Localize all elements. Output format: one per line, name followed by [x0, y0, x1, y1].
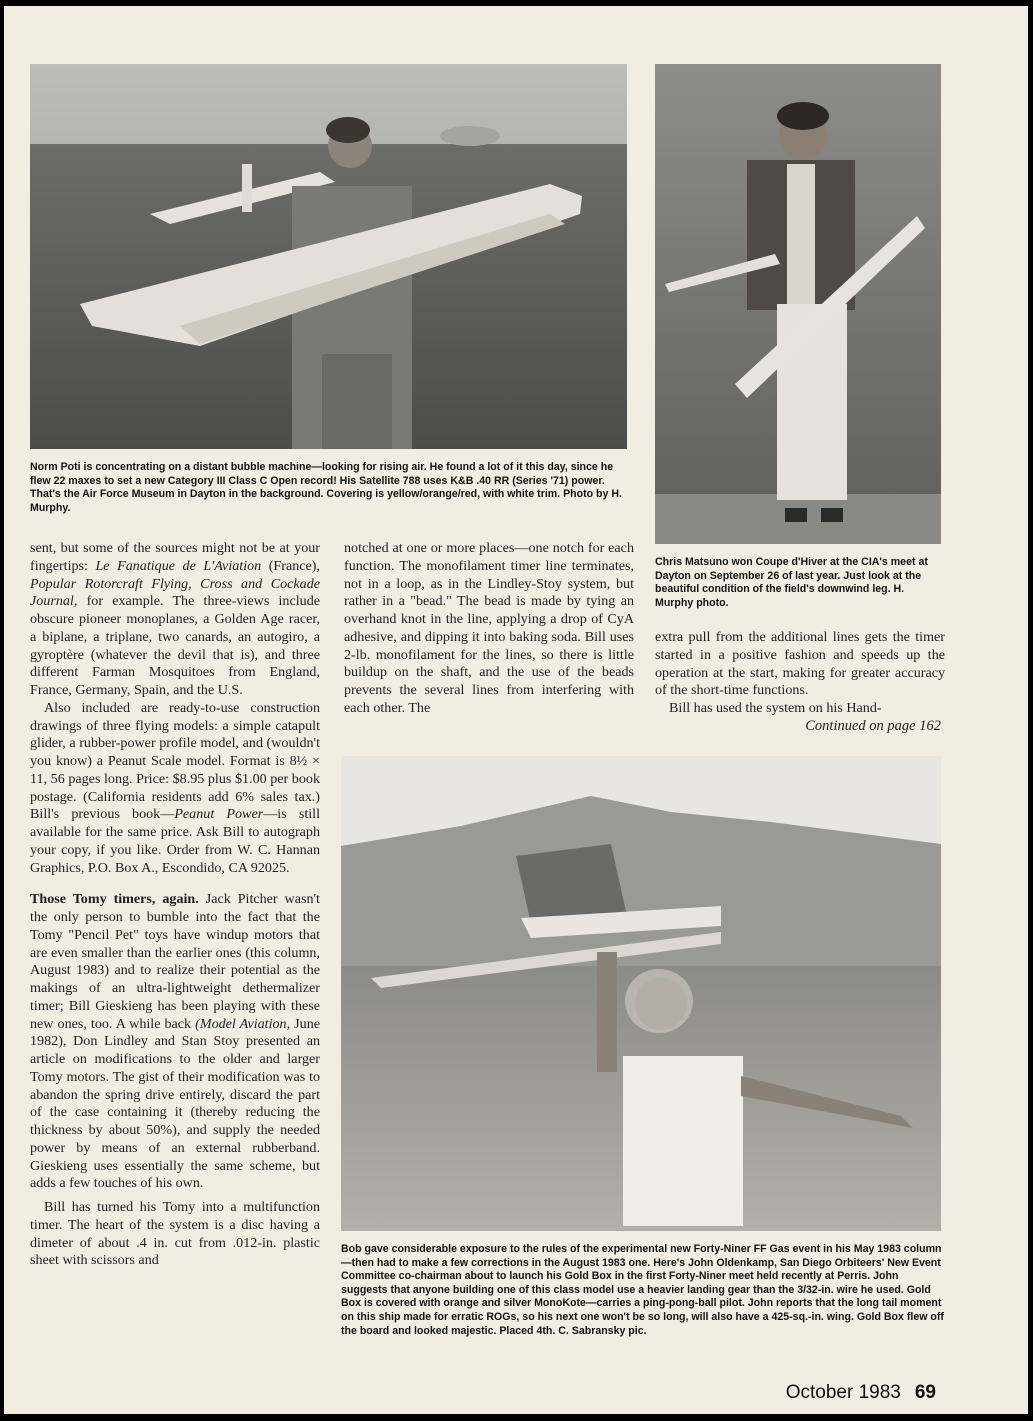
- page-number: 69: [914, 1382, 936, 1403]
- text-column-2: [344, 540, 634, 718]
- paragraph-extra-pull: extra pull from the additional lines gets the timer started in a positive fashion and speeds up the operation at the start, making for greater accuracy of the short-time functions.: [655, 629, 945, 699]
- caption-john-oldenkamp: Bob gave considerable exposure to the rules of the experimental new Forty-Niner FF Gas event in his May 1983 column—then had to make a few corrections in the August 1983 one. Here's John Oldenkamp, San Diego Orbiteers' New Event Committee co-chairman about to launch his Gold Box in the first Forty-Niner meet held recently at Perris. John suggests that anyone building one of this class model use a heavier landing gear than the 3/32-in. wire he used. Gold Box is covered with orange and silver MonoKote—carries a ping-pong-ball pilot. John reports that the long tail moment on this ship made for erratic ROGs, so his next one won't be so long, will also have a 425-sq.-in. wing. Gold Box flew off the board and looked majestic. Placed 4th. C. Sabransky pic.: [341, 1243, 944, 1337]
- caption-norm-poti: Norm Poti is concentrating on a distant bubble machine—looking for rising air. He found a lot of it this day, since he flew 22 maxes to set a new Category III Class C Open record! His Satellite 788 uses K&B .40 RR (Series '71) power. That's the Air Force Museum in Dayton in the background. Covering is yellow/orange/red, with white trim. Photo by H. Murphy.: [30, 461, 622, 514]
- paragraph-hand-launch: Bill has used the system on his Hand-: [669, 700, 882, 716]
- paragraph-sources: sent, but some of the sources might not be at your fingertips: Le Fanatique de L'Aviation (France), Popular Rotorcraft Flying, Cross and Cockade Journal, for example. The three-views include obscure pioneer monoplanes, a Golden Age racer, a biplane, a triplane, two canards, an autogiro, a gyroptère (whatever the devil that is), and three different Farman Mosquitoes from England, France, Germany, Spain, and the U.S.: [30, 540, 320, 698]
- section-heading: Those Tomy timers, again.: [30, 891, 199, 908]
- issue-date: October 1983: [785, 1382, 901, 1403]
- paragraph-notched-disc: notched at one or more places—one notch for each function. The monofilament timer line terminates, not in a loop, as in the Lindley-Stoy system, but rather in a "bead." The bead is made by tying an overhand knot in the line, applying a drop of CyA adhesive, and dipping it into baking soda. Bill uses 2-lb. monofilament for the lines, so there is little buildup on the shaft, and the use of the beads prevents the several lines from interfering with each other. The: [344, 540, 634, 716]
- photo-chris-matsuno: [655, 64, 941, 544]
- text-column-1: [30, 540, 320, 1270]
- photo-john-oldenkamp: [341, 756, 941, 1231]
- photo-norm-poti: [30, 64, 627, 449]
- page-footer: [786, 1382, 936, 1404]
- paragraph-construction-drawings: Also included are ready-to-use construction drawings of three flying models: a simple catapult glider, a rubber-power profile model, and (wouldn't you know) a Peanut Scale model. Format is 8½ × 11, 56 pages long. Price: $8.95 plus $1.00 per book postage. (California residents add 6% sales tax.) Bill's previous book—Peanut Power—is still available for the same price. Ask Bill to autograph your copy, if you like. Order from W. C. Hannan Graphics, P.O. Box A., Escondido, CA 92025.: [30, 699, 320, 876]
- paragraph-multifunction-timer: Bill has turned his Tomy into a multifunction timer. The heart of the system is a disc having a dimeter of about .4 in. cut from .012-in. plastic sheet with scissors and: [30, 1199, 320, 1269]
- text-column-3: [655, 629, 945, 718]
- paragraph-tomy-timers: Those Tomy timers, again. Jack Pitcher wasn't the only person to bumble into the fact that the Tomy "Pencil Pet" toys have windup motors that are even smaller than the earlier ones (this column, August 1983) and to realize their potential as the makings of an ultra-lightweight dethermalizer timer; Bill Gieskieng has been playing with these new ones, too. A while back (Model Aviation, June 1982), Don Lindley and Stan Stoy presented an article on modifications to the older and larger Tomy motors. The gist of their modification was to abandon the spring drive entirely, discard the part of the case containing it (thereby reducing the thickness by about 50%), and supply the needed power by means of an external rubberband. Gieskieng uses essentially the same scheme, but adds a few touches of his own.: [30, 891, 320, 1192]
- magazine-page: [4, 6, 1028, 1414]
- continued-note: Continued on page 162: [805, 718, 941, 734]
- caption-chris-matsuno: Chris Matsuno won Coupe d'Hiver at the CIA's meet at Dayton on September 26 of last year. Just look at the beautiful condition of the field's downwind leg. H. Murphy photo.: [655, 556, 928, 609]
